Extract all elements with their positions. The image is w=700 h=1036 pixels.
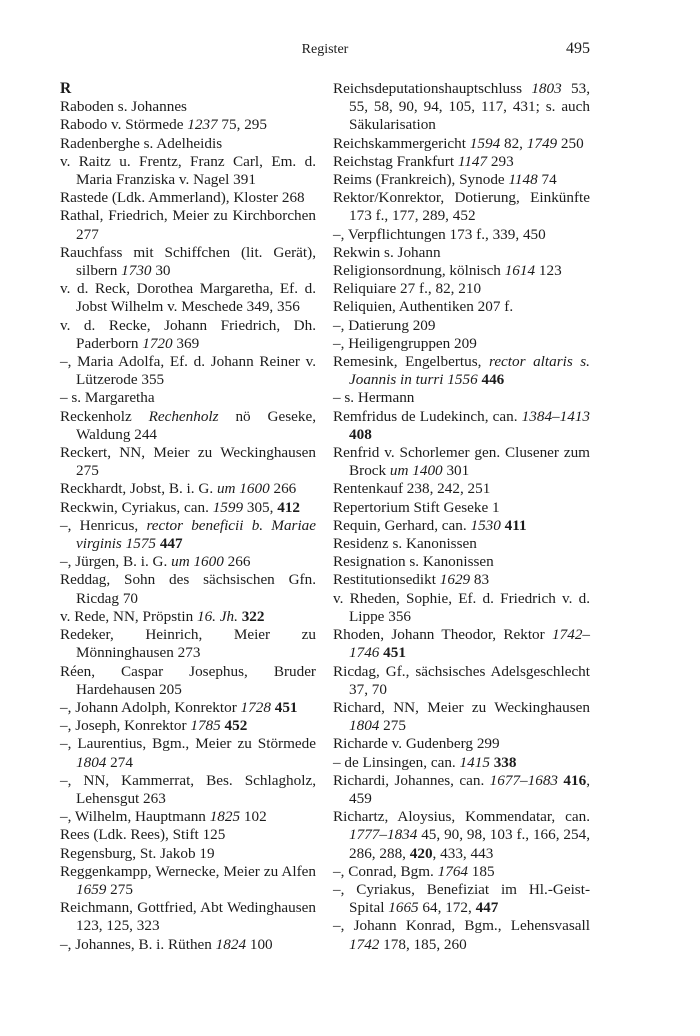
entry-text: –, NN, Kammerrat, Bes. Schlagholz, Lehensgut 263 <box>60 771 316 807</box>
entry-text: Reliquien, Authentiken 207 f. <box>333 298 514 316</box>
entry-bold-page: 338 <box>493 753 517 771</box>
entry-text: 82, <box>500 134 527 152</box>
entry-text: Rekwin s. Johann <box>333 243 441 261</box>
index-entry <box>60 517 316 553</box>
entry-italic-text: 1730 <box>121 262 152 280</box>
entry-bold-page: 416 <box>563 771 587 789</box>
entry-text: Restitutionsedikt <box>333 571 440 589</box>
entry-italic-text: 1804 <box>349 717 380 735</box>
index-entry <box>60 135 316 153</box>
index-entry <box>60 608 316 626</box>
entry-text: 123 <box>535 262 562 280</box>
entry-text: Requin, Gerhard, can. <box>333 516 471 534</box>
index-entry <box>333 335 590 353</box>
entry-text: 100 <box>246 935 273 953</box>
index-entry <box>60 553 316 571</box>
index-entry <box>333 262 590 280</box>
index-entry <box>333 917 590 953</box>
entry-italic-text: 1824 <box>215 935 247 953</box>
index-entry <box>333 280 590 298</box>
entry-text: 266 <box>223 553 251 571</box>
entry-text: Remesink, Engelbertus, <box>333 353 489 371</box>
entry-text: Réen, Caspar Josephus, Bruder Hardehausen 205 <box>60 662 316 698</box>
entry-text: 369 <box>172 334 200 352</box>
index-entry <box>60 317 316 353</box>
entry-bold-page: 452 <box>224 717 248 735</box>
entry-text: v. Raitz u. Frentz, Franz Carl, Em. d. Maria Franziska v. Nagel 391 <box>60 152 316 189</box>
entry-text: Raboden s. Johannes <box>60 98 187 116</box>
entry-italic-text: 1148 <box>508 171 538 189</box>
entry-text: –, Johann Adolph, Konrektor <box>60 698 241 716</box>
entry-text: Rhoden, Johann Theodor, Rektor <box>333 626 553 644</box>
entry-text: Rabodo v. Störmede <box>60 116 188 134</box>
entry-text: 301 <box>442 462 470 480</box>
entry-text: Repertorium Stift Geseke 1 <box>333 498 500 516</box>
entry-text: Reichmann, Gottfried, Abt Wedinghausen 123, 125, 323 <box>60 899 316 935</box>
entry-text: Reichsdeputationshauptschluss <box>333 80 532 97</box>
entry-text: Reckenholz <box>60 407 149 425</box>
entry-text: Reichskammergericht <box>333 134 470 152</box>
entry-text: Rauchfass mit Schiffchen (lit. Gerät), silbern <box>60 243 316 280</box>
index-entry <box>333 153 590 171</box>
entry-text: –, Heiligengruppen 209 <box>333 334 477 352</box>
entry-italic-text: um 1400 <box>389 462 443 480</box>
entry-text: –, Johannes, B. i. Rüthen <box>60 935 216 953</box>
entry-italic-text: 1720 <box>142 334 173 352</box>
entry-bold-page: 322 <box>241 607 265 625</box>
entry-text: Ricdag, Gf., sächsisches Adelsgeschlecht 37, 70 <box>333 662 590 698</box>
entry-text: Resignation s. Kanonissen <box>333 553 494 571</box>
entry-italic-text: 1599 <box>212 498 244 516</box>
index-entry <box>60 936 316 954</box>
entry-italic-text: 1728 <box>240 698 271 716</box>
entry-text: , 433, 443 <box>432 844 494 862</box>
entry-text: – s. Hermann <box>333 389 415 407</box>
index-entry <box>60 499 316 517</box>
index-column-left <box>60 80 316 954</box>
index-entry <box>60 244 316 280</box>
index-entry <box>60 808 316 826</box>
entry-italic-text: 1530 <box>470 516 501 534</box>
entry-text: 266 <box>269 480 297 498</box>
entry-text: Richarde v. Gudenberg 299 <box>333 735 500 753</box>
index-entry <box>60 480 316 498</box>
index-entry <box>333 863 590 881</box>
entry-italic-text: 1677–1683 <box>489 771 559 789</box>
index-entry <box>333 535 590 553</box>
entry-text: 274 <box>106 753 133 771</box>
entry-italic-text: 1803 <box>531 80 562 97</box>
index-entry <box>60 626 316 662</box>
entry-italic-text: 1785 <box>190 717 221 735</box>
running-head: Register <box>301 42 349 57</box>
entry-text: Reckert, NN, Meier zu Weckinghausen 275 <box>60 444 316 480</box>
index-entry <box>60 699 316 717</box>
entry-italic-text: 16. Jh. <box>196 607 238 625</box>
index-entry <box>60 772 316 808</box>
entry-text: Reggenkampp, Wernecke, Meier zu Alfen <box>60 862 316 880</box>
entry-text: Reliquiare 27 f., 82, 210 <box>333 280 482 298</box>
entry-italic-text: 1415 <box>459 753 490 771</box>
index-column-right <box>333 80 590 954</box>
entry-text: –, Johann Konrad, Bgm., Lehensvasall <box>333 917 590 935</box>
entry-italic-text: 1777–1834 <box>349 826 418 844</box>
entry-text: 250 <box>557 134 584 152</box>
entry-text: – de Linsingen, can. <box>333 753 460 771</box>
entry-text: 185 <box>468 862 495 880</box>
entry-bold-page: 408 <box>349 425 372 443</box>
entry-text: nö Geseke, Waldung 244 <box>76 407 316 443</box>
entry-bold-page: 451 <box>383 644 406 662</box>
entry-text: 74 <box>537 171 557 189</box>
entry-italic-text: um 1600 <box>171 553 224 571</box>
entry-italic-text: Rechenholz <box>148 407 219 425</box>
index-entry <box>60 353 316 389</box>
index-entry <box>333 135 590 153</box>
index-entry <box>333 353 590 389</box>
entry-text: 45, 90, 98, 103 f., 166, 254, 286, 288, <box>349 826 590 862</box>
entry-text: 293 <box>487 152 514 170</box>
entry-text: Rektor/Konrektor, Dotierung, Einkünfte 173 f., 177, 289, 452 <box>333 189 590 225</box>
entry-text: Rathal, Friedrich, Meier zu Kirchborchen 277 <box>60 207 316 243</box>
index-entry <box>333 298 590 316</box>
index-entry <box>60 663 316 699</box>
entry-italic-text: 1825 <box>209 808 241 826</box>
index-entry <box>333 881 590 917</box>
entry-text: 102 <box>240 808 267 826</box>
index-entry <box>60 717 316 735</box>
entry-text: Reckhardt, Jobst, B. i. G. <box>60 480 217 498</box>
entry-text: 83 <box>470 571 490 589</box>
entry-text: v. Rheden, Sophie, Ef. d. Friedrich v. d. Lippe 356 <box>333 589 590 625</box>
entry-italic-text: 1594 <box>469 134 501 152</box>
index-entry <box>60 408 316 444</box>
entry-text: Renfrid v. Schorlemer gen. Clusener zum Brock <box>333 444 590 480</box>
index-entry <box>333 772 590 808</box>
entry-text: 30 <box>151 262 171 280</box>
index-entry <box>333 499 590 517</box>
index-entry <box>333 517 590 535</box>
entry-italic-text: 1384–1413 <box>521 407 590 425</box>
index-entry <box>60 280 316 316</box>
entry-text: 75, 295 <box>217 116 267 134</box>
index-entry <box>60 389 316 407</box>
entry-italic-text: rector beneficii b. Mariae virginis 1575 <box>76 516 316 553</box>
entry-text: –, Conrad, Bgm. <box>333 862 438 880</box>
entry-text: v. Rede, NN, Pröpstin <box>60 607 197 625</box>
index-entry <box>333 663 590 699</box>
index-entry <box>60 153 316 189</box>
entry-bold-page: 412 <box>277 498 301 516</box>
index-entry <box>333 571 590 589</box>
index-entry <box>60 826 316 844</box>
entry-text: Reckwin, Cyriakus, can. <box>60 498 213 516</box>
index-entry <box>333 189 590 225</box>
entry-text: 305, <box>243 498 278 516</box>
entry-text: 178, 185, 260 <box>379 935 467 953</box>
index-entry <box>333 171 590 189</box>
page-number: 495 <box>566 40 590 57</box>
index-entry <box>333 699 590 735</box>
entry-text: Reims (Frankreich), Synode <box>333 171 509 189</box>
entry-text: 275 <box>379 717 406 735</box>
entry-text: –, Wilhelm, Hauptmann <box>60 808 210 826</box>
index-entry <box>333 389 590 407</box>
entry-text: –, Cyriakus, Benefiziat im Hl.-Geist-Spital <box>333 880 590 917</box>
entry-bold-page: 447 <box>475 899 499 917</box>
entry-text: v. d. Recke, Johann Friedrich, Dh. Paderborn <box>60 316 316 352</box>
section-letter: R <box>60 80 72 97</box>
entry-bold-page: 447 <box>159 535 183 553</box>
entry-text: Richardi, Johannes, can. <box>333 771 490 789</box>
index-entry <box>60 207 316 243</box>
entry-italic-text: 1629 <box>439 571 471 589</box>
entry-text: Radenberghe s. Adelheidis <box>60 134 223 152</box>
index-entry <box>60 571 316 607</box>
entry-text: – s. Margaretha <box>60 389 155 407</box>
entry-text: Rentenkauf 238, 242, 251 <box>333 480 491 498</box>
index-entry <box>60 116 316 134</box>
index-entry <box>333 317 590 335</box>
index-entry <box>333 80 590 135</box>
index-entry <box>60 444 316 480</box>
entry-italic-text: um 1600 <box>216 480 270 498</box>
entry-italic-text: 1237 <box>187 116 218 134</box>
entry-text: Rastede (Ldk. Ammerland), Kloster 268 <box>60 189 305 207</box>
entry-italic-text: 1742–1746 <box>349 626 590 662</box>
index-entry <box>333 735 590 753</box>
index-entry <box>333 480 590 498</box>
index-entry <box>333 226 590 244</box>
index-entry <box>60 189 316 207</box>
entry-text: –, Jürgen, B. i. G. <box>60 553 172 571</box>
index-entry <box>60 863 316 899</box>
entry-text: Remfridus de Ludekinch, can. <box>333 407 522 425</box>
entry-text: Reichstag Frankfurt <box>333 152 458 170</box>
entry-text: Reddag, Sohn des sächsischen Gfn. Ricdag 70 <box>60 571 316 607</box>
entry-text: –, Joseph, Konrektor <box>60 717 191 735</box>
index-entry <box>333 754 590 772</box>
page-header <box>60 40 590 64</box>
entry-text: 64, 172, <box>418 899 476 917</box>
entry-text: Richartz, Aloysius, Kommendatar, can. <box>333 808 590 826</box>
entry-italic-text: 1614 <box>504 262 536 280</box>
index-entry <box>60 899 316 935</box>
entry-text: 53, 55, 58, 90, 94, 105, 117, 431; s. auch Säkularisation <box>349 80 590 134</box>
index-entry <box>333 553 590 571</box>
index-entry <box>60 735 316 771</box>
entry-italic-text: 1742 <box>349 935 380 953</box>
entry-text: Residenz s. Kanonissen <box>333 535 477 553</box>
entry-text: –, Henricus, <box>60 516 147 534</box>
index-entry <box>60 98 316 116</box>
entry-text: Regensburg, St. Jakob 19 <box>60 844 215 862</box>
entry-text: , 459 <box>349 771 590 807</box>
index-entry <box>333 408 590 444</box>
entry-text: v. d. Reck, Dorothea Margaretha, Ef. d. Jobst Wilhelm v. Meschede 349, 356 <box>60 280 316 316</box>
entry-italic-text: rector altaris s. Joannis in turri 1556 <box>349 353 590 389</box>
entry-text: Rees (Ldk. Rees), Stift 125 <box>60 826 226 844</box>
entry-italic-text: 1764 <box>437 862 468 880</box>
entry-italic-text: 1749 <box>526 134 558 152</box>
entry-text: Religionsordnung, kölnisch <box>333 262 505 280</box>
entry-text: –, Verpflichtungen 173 f., 339, 450 <box>333 225 546 243</box>
entry-bold-page: 411 <box>504 516 527 534</box>
index-entry <box>333 590 590 626</box>
entry-italic-text: 1665 <box>388 899 419 917</box>
entry-italic-text: 1804 <box>76 753 107 771</box>
index-entry <box>60 845 316 863</box>
index-entry <box>333 626 590 662</box>
index-entry <box>333 444 590 480</box>
entry-text: 275 <box>106 880 133 898</box>
entry-text: Richard, NN, Meier zu Weckinghausen <box>333 698 590 716</box>
entry-bold-page: 420 <box>409 844 433 862</box>
entry-bold-page: 446 <box>481 371 505 389</box>
entry-bold-page: 451 <box>274 698 298 716</box>
entry-italic-text: 1147 <box>457 152 488 170</box>
index-entry <box>333 808 590 863</box>
entry-text: –, Datierung 209 <box>333 316 436 334</box>
entry-text: –, Laurentius, Bgm., Meier zu Störmede <box>60 735 316 753</box>
entry-text: Redeker, Heinrich, Meier zu Mönninghausen 273 <box>60 626 316 662</box>
index-entry <box>333 244 590 262</box>
entry-italic-text: 1659 <box>76 880 107 898</box>
entry-text: –, Maria Adolfa, Ef. d. Johann Reiner v. Lützerode 355 <box>60 353 316 389</box>
